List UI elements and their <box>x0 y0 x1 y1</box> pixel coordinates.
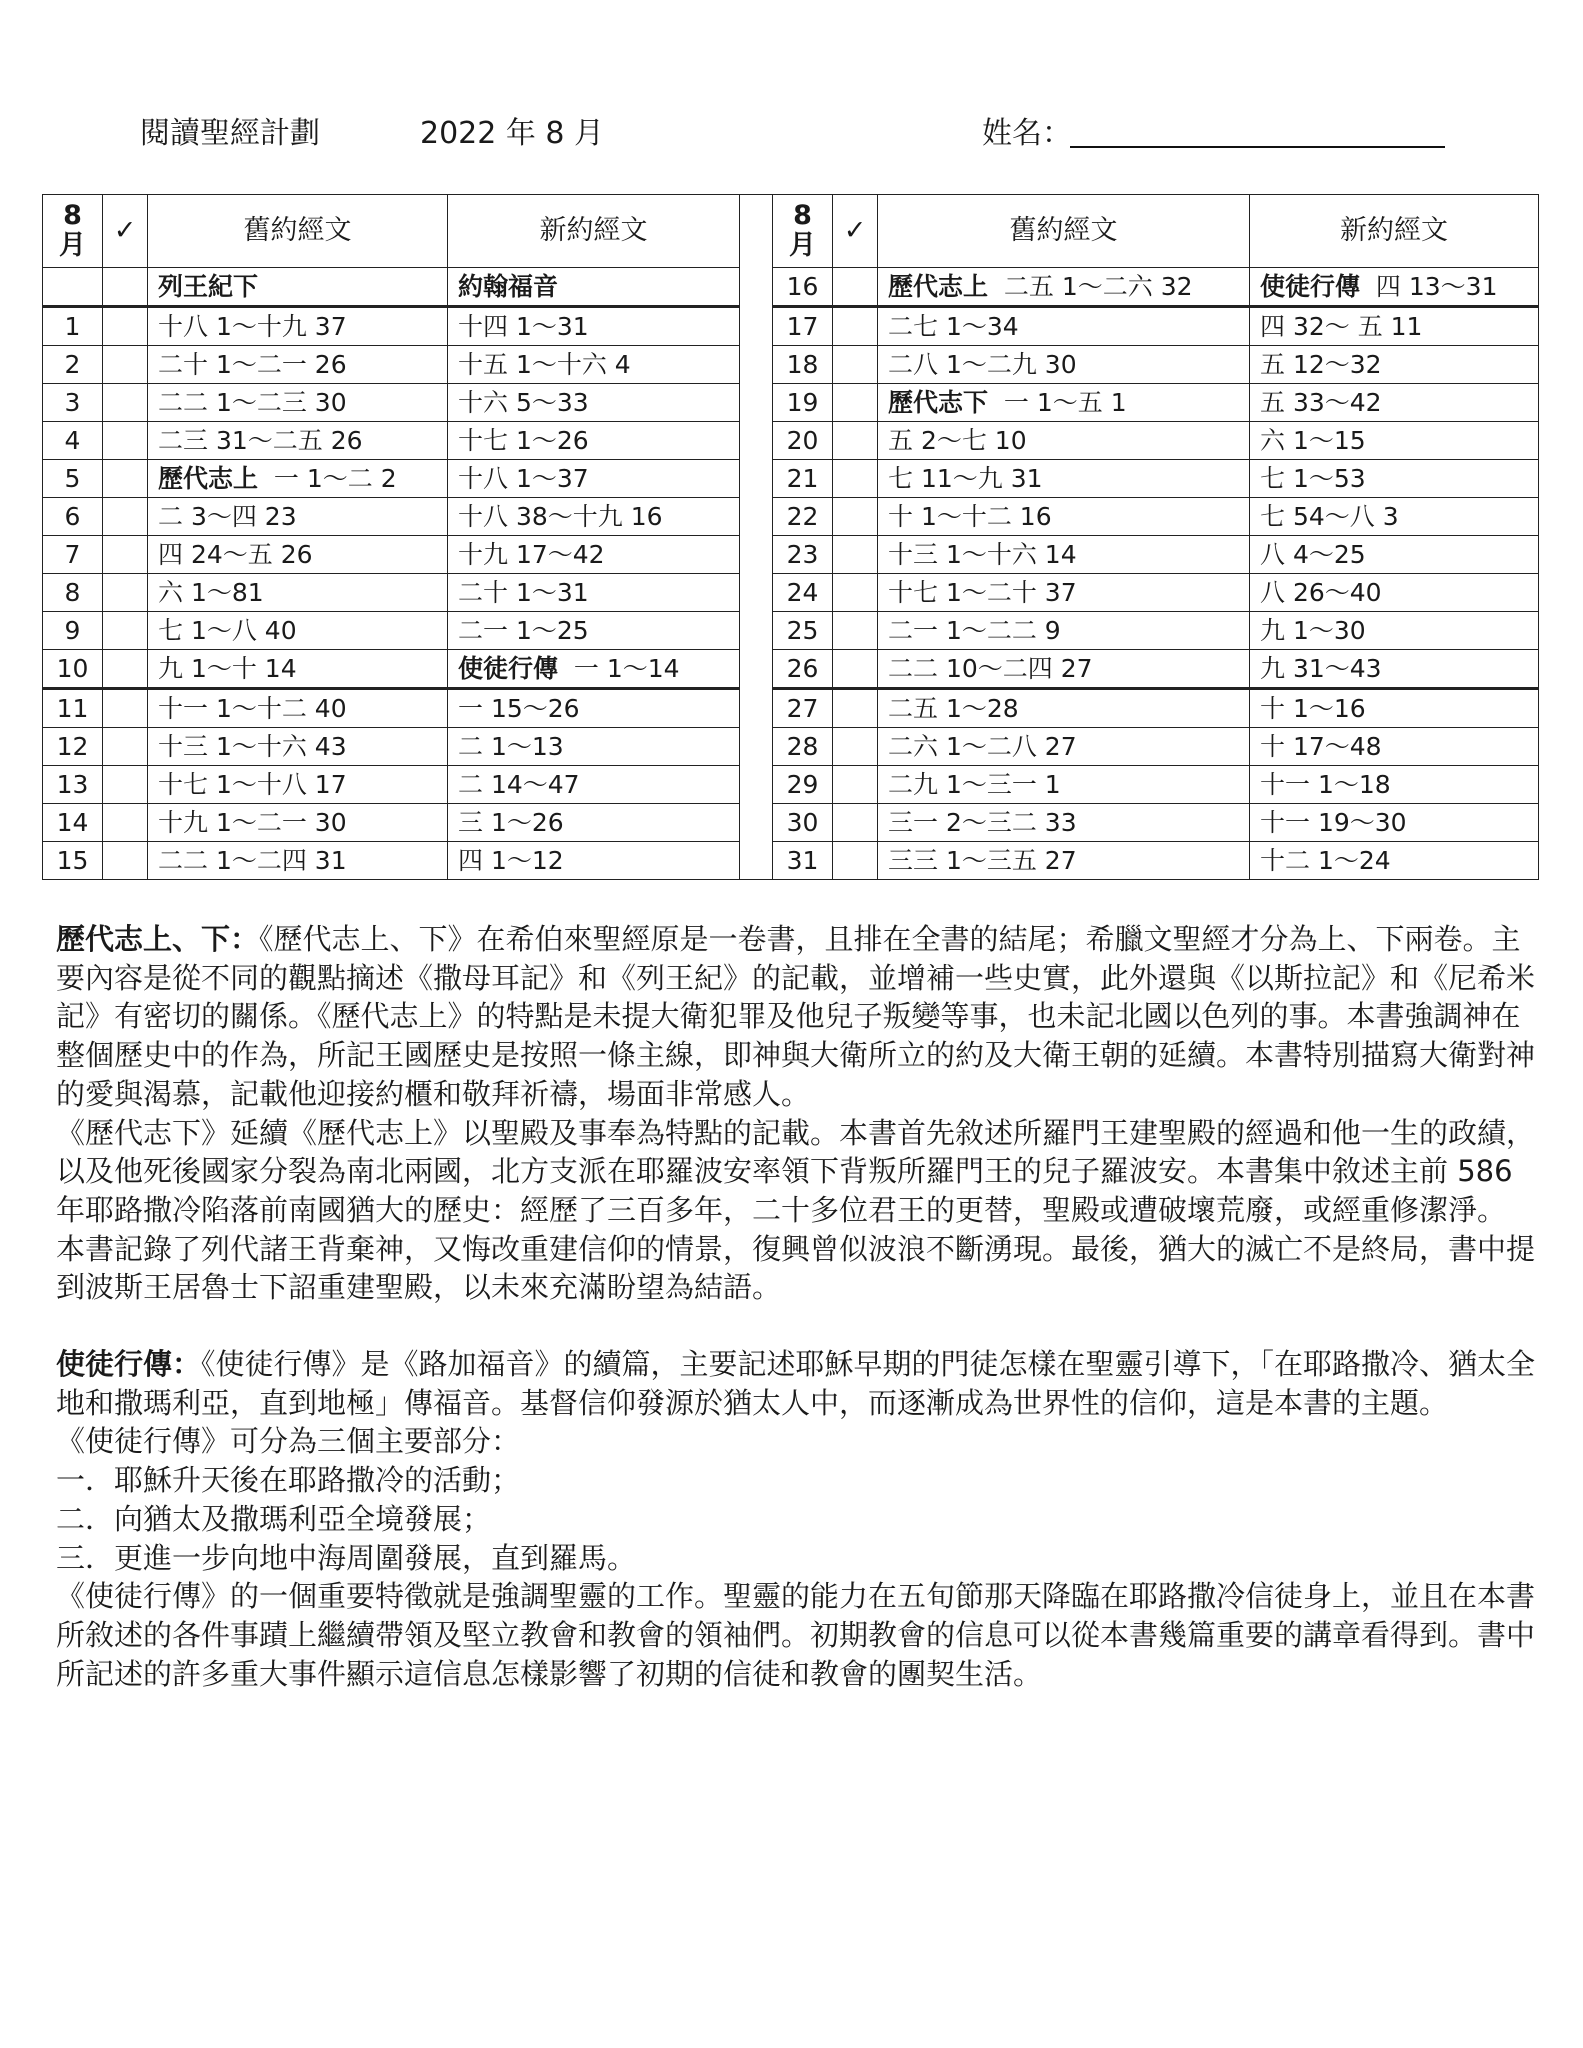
passage-text: 三 1～26 <box>458 808 564 837</box>
nt-reading-cell <box>1250 384 1539 422</box>
passage-text: 31 <box>786 846 819 875</box>
ot-reading-cell <box>148 689 448 728</box>
passage-text: 十八 38～十九 16 <box>458 502 663 531</box>
chronicles-intro-paragraph: 歷代志上、下：《歷代志上、下》在希伯來聖經原是一卷書，且排在全書的結尾；希臘文聖經才分為上、下兩卷。主要內容是從不同的觀點摘述《撒母耳記》和《列王紀》的記載，並增補一些史實，此外還與《以斯拉記》和《尼希米記》有密切的關係。《歷代志上》的特點是未提大衛犯罪及他兒子叛變等事，也未記北國以色列的事。本書強調神在整個歷史中的作為，所記王國歷史是按照一條主線，即神與大衛所立的約及大衛王朝的延續。本書特別描寫大衛對神的愛與渴慕，記載他迎接約櫃和敬拜祈禱，場面非常感人。 <box>56 922 1536 1111</box>
nt-reading-cell <box>1250 307 1539 346</box>
passage-text: 七 11～九 31 <box>888 464 1043 493</box>
column-separator <box>740 842 773 880</box>
nt-reading-cell <box>1250 689 1539 728</box>
nt-reading-cell <box>448 766 740 804</box>
passage-text: 二三 31～二五 26 <box>158 426 363 455</box>
nt-reading-cell <box>1250 766 1539 804</box>
acts-heading: 使徒行傳： <box>56 1347 202 1382</box>
passage-text: 二 14～47 <box>458 770 580 799</box>
day-cell <box>43 842 103 880</box>
check-cell[interactable] <box>103 422 148 460</box>
nt-reading-cell <box>1250 842 1539 880</box>
day-cell <box>43 346 103 384</box>
table-row <box>43 650 1539 689</box>
passage-text: 22 <box>786 502 819 531</box>
nt-reading-cell <box>448 574 740 612</box>
passage-text: 十七 1～26 <box>458 426 589 455</box>
ot-column-header: 舊約經文 <box>148 195 448 268</box>
day-cell <box>43 268 103 307</box>
nt-reading-cell <box>1250 804 1539 842</box>
passage-text: 二二 1～二四 31 <box>158 846 347 875</box>
book-name: 使徒行傳 <box>458 654 559 683</box>
passage-text: 二六 1～二八 27 <box>888 732 1077 761</box>
plan-month: 2022 年 8 月 <box>420 116 605 151</box>
check-cell[interactable] <box>833 689 878 728</box>
passage-text: 十六 5～33 <box>458 388 589 417</box>
nt-reading-cell <box>448 268 740 307</box>
passage-text: 八 4～25 <box>1260 540 1366 569</box>
day-cell <box>773 650 833 689</box>
table-row <box>43 422 1539 460</box>
day-cell <box>43 498 103 536</box>
ot-reading-cell <box>878 422 1250 460</box>
column-separator <box>740 422 773 460</box>
ot-reading-cell <box>148 804 448 842</box>
passage-text: 二 3～四 23 <box>158 502 297 531</box>
passage-text: 1 <box>64 312 81 341</box>
passage-text: 十八 1～十九 37 <box>158 312 347 341</box>
table-row <box>43 307 1539 346</box>
chronicles-intro-paragraph: 本書記錄了列代諸王背棄神，又悔改重建信仰的情景，復興曾似波浪不斷湧現。最後，猶大的滅亡不是終局，書中提到波斯王居魯士下詔重建聖殿，以未來充滿盼望為結語。 <box>56 1231 1536 1305</box>
passage-text: 六 1～15 <box>1260 426 1366 455</box>
ot-reading-cell <box>148 498 448 536</box>
passage-text: 4 <box>64 426 81 455</box>
ot-reading-cell <box>878 574 1250 612</box>
nt-reading-cell <box>1250 612 1539 650</box>
passage-text: 19 <box>786 388 819 417</box>
day-cell <box>773 422 833 460</box>
nt-reading-cell <box>448 804 740 842</box>
check-cell[interactable] <box>103 346 148 384</box>
day-cell <box>773 574 833 612</box>
passage-text: 10 <box>56 654 89 683</box>
day-cell <box>773 498 833 536</box>
page-header <box>140 108 1440 158</box>
ot-reading-cell <box>878 307 1250 346</box>
nt-reading-cell <box>448 612 740 650</box>
ot-reading-cell <box>148 574 448 612</box>
day-cell <box>773 766 833 804</box>
day-cell <box>43 650 103 689</box>
ot-reading-cell <box>878 498 1250 536</box>
nt-reading-cell <box>448 422 740 460</box>
check-column-header: ✓ <box>103 195 148 268</box>
passage-text: 二十 1～二一 26 <box>158 350 347 379</box>
nt-reading-cell <box>1250 346 1539 384</box>
passage-text: 三三 1～三五 27 <box>888 846 1077 875</box>
table-row <box>43 384 1539 422</box>
day-cell <box>43 612 103 650</box>
passage-text: 十 1～十二 16 <box>888 502 1052 531</box>
passage-text: 九 1～十 14 <box>158 654 297 683</box>
passage-text: 6 <box>64 502 81 531</box>
passage-text: 四 1～12 <box>458 846 564 875</box>
table-row <box>43 498 1539 536</box>
day-cell <box>773 728 833 766</box>
column-separator <box>740 574 773 612</box>
check-cell[interactable] <box>833 460 878 498</box>
passage-text: 十九 17～42 <box>458 540 605 569</box>
table-row <box>43 728 1539 766</box>
passage-text: 十四 1～31 <box>458 312 589 341</box>
ot-reading-cell <box>878 650 1250 689</box>
passage-text: 7 <box>64 540 81 569</box>
passage-text: 16 <box>786 272 819 301</box>
day-cell <box>43 804 103 842</box>
check-cell[interactable] <box>103 384 148 422</box>
passage-text: 11 <box>56 694 89 723</box>
passage-text: 14 <box>56 808 89 837</box>
check-cell[interactable] <box>103 766 148 804</box>
day-cell <box>43 460 103 498</box>
passage-text: 一 15～26 <box>458 694 580 723</box>
passage-text: 十三 1～十六 14 <box>888 540 1077 569</box>
ot-reading-cell <box>878 766 1250 804</box>
nt-column-header: 新約經文 <box>1250 195 1539 268</box>
passage-text: 25 <box>786 616 819 645</box>
check-cell[interactable] <box>103 842 148 880</box>
passage-text: 九 31～43 <box>1260 654 1382 683</box>
passage-text: 8 <box>64 578 81 607</box>
table-header-row <box>43 195 1539 268</box>
month-column-header: 8 月 <box>773 195 833 268</box>
ot-reading-cell <box>878 346 1250 384</box>
acts-intro-paragraph: 《使徒行傳》的一個重要特徵就是強調聖靈的工作。聖靈的能力在五旬節那天降臨在耶路撒冷信徒身上，並且在本書所敘述的各件事蹟上繼續帶領及堅立教會和教會的領袖們。初期教會的信息可以從本書幾篇重要的講章看得到。書中所記述的許多重大事件顯示這信息怎樣影響了初期的信徒和教會的團契生活。 <box>56 1579 1536 1691</box>
nt-reading-cell <box>448 384 740 422</box>
acts-list-item: 三．更進一步向地中海周圍發展，直到羅馬。 <box>56 1540 637 1575</box>
ot-reading-cell <box>878 728 1250 766</box>
check-cell[interactable] <box>833 307 878 346</box>
day-cell <box>773 536 833 574</box>
passage-text: 二 1～13 <box>458 732 564 761</box>
ot-reading-cell <box>148 728 448 766</box>
ot-reading-cell <box>148 536 448 574</box>
day-cell <box>43 384 103 422</box>
passage-text: 七 54～八 3 <box>1260 502 1399 531</box>
check-cell[interactable] <box>833 498 878 536</box>
passage-text: 七 1～53 <box>1260 464 1366 493</box>
table-row <box>43 842 1539 880</box>
passage-text: 五 2～七 10 <box>888 426 1027 455</box>
passage-text: 20 <box>786 426 819 455</box>
day-cell <box>773 307 833 346</box>
passage-text: 十一 19～30 <box>1260 808 1407 837</box>
ot-column-header: 舊約經文 <box>878 195 1250 268</box>
check-cell[interactable] <box>833 384 878 422</box>
column-separator <box>740 268 773 307</box>
ot-reading-cell <box>148 842 448 880</box>
check-cell[interactable] <box>833 422 878 460</box>
passage-text: 四 13～31 <box>1375 272 1498 301</box>
day-cell <box>43 574 103 612</box>
nt-column-header: 新約經文 <box>448 195 740 268</box>
passage-text: 17 <box>786 312 819 341</box>
ot-reading-cell <box>878 612 1250 650</box>
book-introductions <box>56 920 1536 1693</box>
passage-text: 八 26～40 <box>1260 578 1382 607</box>
column-separator <box>740 384 773 422</box>
day-cell <box>773 268 833 307</box>
book-name: 列王紀下 <box>158 272 259 301</box>
column-separator <box>740 766 773 804</box>
passage-text: 十三 1～十六 43 <box>158 732 347 761</box>
column-separator <box>740 728 773 766</box>
nt-reading-cell <box>448 460 740 498</box>
nt-reading-cell <box>448 498 740 536</box>
passage-text: 十七 1～二十 37 <box>888 578 1077 607</box>
table-row <box>43 536 1539 574</box>
passage-text: 三一 2～三二 33 <box>888 808 1077 837</box>
ot-reading-cell <box>878 384 1250 422</box>
column-separator <box>740 689 773 728</box>
day-cell <box>773 612 833 650</box>
book-name: 歷代志下 <box>888 388 989 417</box>
passage-text: 18 <box>786 350 819 379</box>
day-cell <box>43 728 103 766</box>
column-separator <box>740 460 773 498</box>
nt-reading-cell <box>1250 650 1539 689</box>
table-row <box>43 460 1539 498</box>
ot-reading-cell <box>878 842 1250 880</box>
chronicles-heading: 歷代志上、下： <box>56 922 260 956</box>
ot-reading-cell <box>148 384 448 422</box>
passage-text: 五 12～32 <box>1260 350 1382 379</box>
passage-text: 12 <box>56 732 89 761</box>
passage-text: 十七 1～十八 17 <box>158 770 347 799</box>
passage-text: 3 <box>64 388 81 417</box>
passage-text: 一 1～二 2 <box>273 464 397 493</box>
passage-text: 二九 1～三一 1 <box>888 770 1061 799</box>
passage-text: 十二 1～24 <box>1260 846 1391 875</box>
book-name: 歷代志上 <box>158 464 259 493</box>
passage-text: 二一 1～25 <box>458 616 589 645</box>
name-blank-line[interactable] <box>1070 146 1445 148</box>
nt-reading-cell <box>1250 422 1539 460</box>
passage-text: 十五 1～十六 4 <box>458 350 631 379</box>
nt-reading-cell <box>448 728 740 766</box>
passage-text: 23 <box>786 540 819 569</box>
passage-text: 六 1～81 <box>158 578 264 607</box>
column-separator <box>740 612 773 650</box>
column-separator <box>740 804 773 842</box>
nt-reading-cell <box>1250 574 1539 612</box>
nt-reading-cell <box>1250 268 1539 307</box>
passage-text: 二八 1～二九 30 <box>888 350 1077 379</box>
passage-text: 二七 1～34 <box>888 312 1019 341</box>
ot-reading-cell <box>878 536 1250 574</box>
passage-text: 一 1～五 1 <box>1003 388 1127 417</box>
ot-reading-cell <box>878 804 1250 842</box>
day-cell <box>773 460 833 498</box>
check-cell[interactable] <box>833 766 878 804</box>
check-cell[interactable] <box>103 689 148 728</box>
passage-text: 28 <box>786 732 819 761</box>
ot-reading-cell <box>878 689 1250 728</box>
ot-reading-cell <box>148 460 448 498</box>
acts-list-item: 一．耶穌升天後在耶路撒冷的活動； <box>56 1463 521 1498</box>
check-cell[interactable] <box>103 612 148 650</box>
table-row <box>43 574 1539 612</box>
check-cell[interactable] <box>833 612 878 650</box>
nt-reading-cell <box>448 307 740 346</box>
passage-text: 二一 1～二二 9 <box>888 616 1061 645</box>
ot-reading-cell <box>148 650 448 689</box>
ot-reading-cell <box>148 422 448 460</box>
check-cell[interactable] <box>103 574 148 612</box>
passage-text: 四 32～ 五 11 <box>1260 312 1423 341</box>
nt-reading-cell <box>1250 460 1539 498</box>
check-cell[interactable] <box>833 536 878 574</box>
ot-reading-cell <box>148 766 448 804</box>
nt-reading-cell <box>448 346 740 384</box>
passage-text: 30 <box>786 808 819 837</box>
nt-reading-cell <box>448 689 740 728</box>
day-cell <box>773 804 833 842</box>
check-cell[interactable] <box>833 842 878 880</box>
passage-text: 27 <box>786 694 819 723</box>
book-name: 使徒行傳 <box>1260 272 1361 301</box>
check-column-header: ✓ <box>833 195 878 268</box>
passage-text: 一 1～14 <box>573 654 680 683</box>
ot-reading-cell <box>148 346 448 384</box>
passage-text: 十一 1～十二 40 <box>158 694 347 723</box>
passage-text: 二十 1～31 <box>458 578 589 607</box>
check-cell[interactable] <box>103 804 148 842</box>
ot-reading-cell <box>148 612 448 650</box>
ot-reading-cell <box>878 268 1250 307</box>
plan-title: 閱讀聖經計劃 <box>140 116 320 151</box>
column-separator <box>740 498 773 536</box>
check-cell[interactable] <box>103 536 148 574</box>
reading-plan-table <box>42 194 1539 880</box>
ot-reading-cell <box>878 460 1250 498</box>
ot-reading-cell <box>148 268 448 307</box>
table-row <box>43 346 1539 384</box>
passage-text: 九 1～30 <box>1260 616 1366 645</box>
table-row <box>43 689 1539 728</box>
passage-text: 24 <box>786 578 819 607</box>
book-name: 約翰福音 <box>458 272 559 301</box>
passage-text: 15 <box>56 846 89 875</box>
passage-text: 26 <box>786 654 819 683</box>
check-cell[interactable] <box>103 268 148 307</box>
check-cell[interactable] <box>103 728 148 766</box>
passage-text: 二五 1～28 <box>888 694 1019 723</box>
nt-reading-cell <box>448 536 740 574</box>
passage-text: 七 1～八 40 <box>158 616 297 645</box>
column-separator <box>740 650 773 689</box>
check-cell[interactable] <box>103 460 148 498</box>
passage-text: 十 17～48 <box>1260 732 1382 761</box>
passage-text: 十八 1～37 <box>458 464 589 493</box>
check-cell[interactable] <box>833 650 878 689</box>
check-cell[interactable] <box>103 650 148 689</box>
day-cell <box>43 689 103 728</box>
day-cell <box>773 346 833 384</box>
day-cell <box>43 307 103 346</box>
passage-text: 9 <box>64 616 81 645</box>
day-cell <box>773 689 833 728</box>
passage-text: 2 <box>64 350 81 379</box>
passage-text: 二二 10～二四 27 <box>888 654 1093 683</box>
passage-text: 十一 1～18 <box>1260 770 1391 799</box>
passage-text: 二二 1～二三 30 <box>158 388 347 417</box>
passage-text: 29 <box>786 770 819 799</box>
passage-text: 5 <box>64 464 81 493</box>
check-cell[interactable] <box>103 498 148 536</box>
passage-text: 二五 1～二六 32 <box>1003 272 1193 301</box>
month-column-header: 8 月 <box>43 195 103 268</box>
nt-reading-cell <box>1250 498 1539 536</box>
name-label: 姓名： <box>982 116 1072 151</box>
passage-text: 十九 1～二一 30 <box>158 808 347 837</box>
day-cell <box>43 536 103 574</box>
day-cell <box>773 384 833 422</box>
passage-text: 13 <box>56 770 89 799</box>
passage-text: 五 33～42 <box>1260 388 1382 417</box>
book-name: 歷代志上 <box>888 272 989 301</box>
day-cell <box>43 766 103 804</box>
passage-text: 十 1～16 <box>1260 694 1366 723</box>
nt-reading-cell <box>448 650 740 689</box>
table-row <box>43 804 1539 842</box>
acts-intro-paragraph: 使徒行傳：《使徒行傳》是《路加福音》的續篇，主要記述耶穌早期的門徒怎樣在聖靈引導下，「在耶路撒冷、猶太全地和撒瑪利亞，直到地極」傳福音。基督信仰發源於猶太人中，而逐漸成為世界性的信仰，這是本書的主題。 <box>56 1347 1536 1420</box>
check-cell[interactable] <box>833 728 878 766</box>
acts-list-item: 二．向猶太及撒瑪利亞全境發展； <box>56 1501 492 1536</box>
check-cell[interactable] <box>833 574 878 612</box>
column-separator <box>740 195 773 268</box>
acts-intro-paragraph: 《使徒行傳》可分為三個主要部分： <box>56 1424 521 1459</box>
check-cell[interactable] <box>833 804 878 842</box>
nt-reading-cell <box>448 842 740 880</box>
check-cell[interactable] <box>833 268 878 307</box>
passage-text: 21 <box>786 464 819 493</box>
table-row <box>43 268 1539 307</box>
chronicles-intro-paragraph: 《歷代志下》延續《歷代志上》以聖殿及事奉為特點的記載。本書首先敘述所羅門王建聖殿的經過和他一生的政績，以及他死後國家分裂為南北兩國，北方支派在耶羅波安率領下背叛所羅門王的兒子羅波安。本書集中敘述主前 586 年耶路撒冷陷落前南國猶大的歷史：經歷了三百多年，二十多位君王的更替，聖殿或遭破壞荒廢，或經重修潔淨。 <box>56 1115 1536 1227</box>
table-row <box>43 612 1539 650</box>
column-separator <box>740 536 773 574</box>
passage-text: 四 24～五 26 <box>158 540 313 569</box>
nt-reading-cell <box>1250 728 1539 766</box>
table-row <box>43 766 1539 804</box>
check-cell[interactable] <box>833 346 878 384</box>
column-separator <box>740 307 773 346</box>
nt-reading-cell <box>1250 536 1539 574</box>
check-cell[interactable] <box>103 307 148 346</box>
ot-reading-cell <box>148 307 448 346</box>
day-cell <box>43 422 103 460</box>
day-cell <box>773 842 833 880</box>
column-separator <box>740 346 773 384</box>
